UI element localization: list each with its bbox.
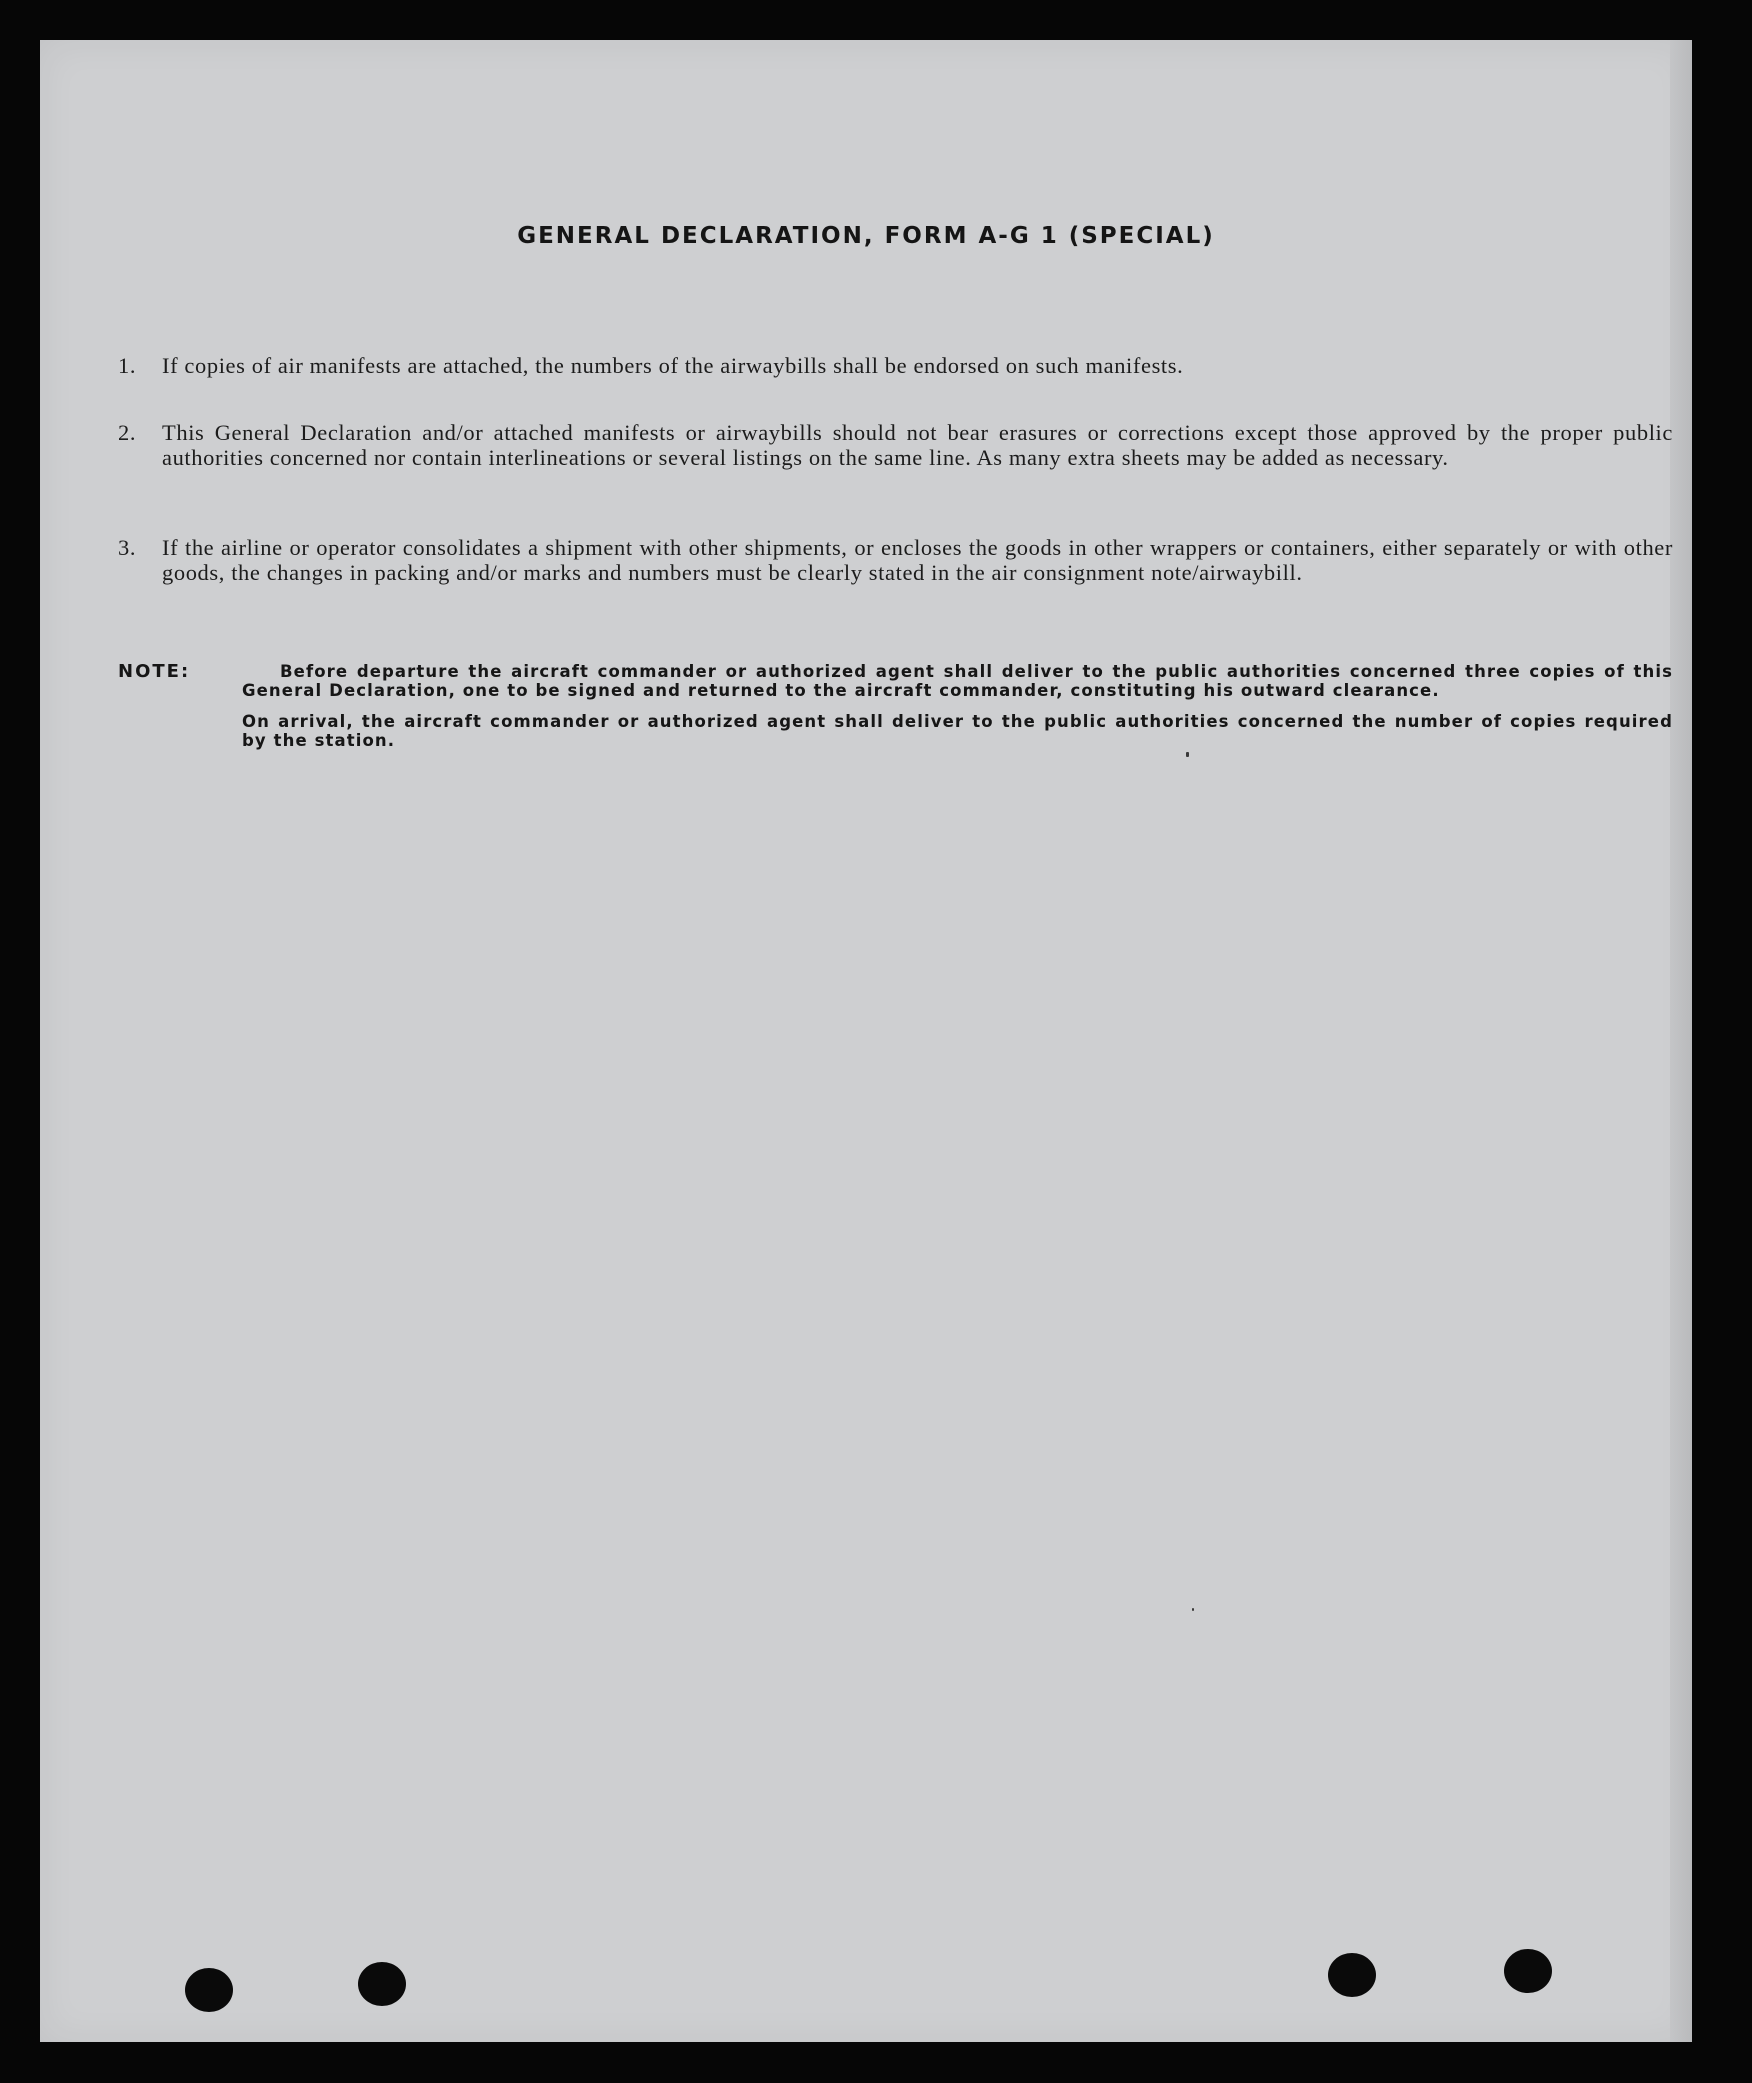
scan-speck — [1186, 752, 1189, 757]
instruction-text: If copies of air manifests are attached, the numbers of the airwaybills shall be endorsed on such manifests. — [162, 353, 1184, 378]
instruction-item — [118, 535, 1673, 585]
document-page — [40, 40, 1692, 2042]
note-label: NOTE: — [118, 661, 191, 682]
instruction-text: This General Declaration and/or attached manifests or airwaybills should not bear erasures or corrections except those approved by the proper public authorities concerned nor contain interlineations or several listings on the same line. As many extra sheets may be added as necessary. — [162, 420, 1673, 470]
instruction-item — [118, 353, 1673, 378]
page-edge — [1670, 40, 1692, 2042]
instruction-number: 2. — [118, 420, 137, 445]
punch-hole — [185, 1968, 233, 2012]
instruction-number: 1. — [118, 353, 137, 378]
document-title: GENERAL DECLARATION, FORM A-G 1 (SPECIAL) — [517, 223, 1215, 249]
instruction-text: If the airline or operator consolidates a shipment with other shipments, or encloses the goods in other wrappers or containers, either separately or with other goods, the changes in packing and/or marks and numbers must be clearly stated in the air consignment note/airwaybill. — [162, 535, 1673, 585]
note-section — [118, 662, 1673, 750]
note-paragraph: On arrival, the aircraft commander or authorized agent shall deliver to the public authorities concerned the number of copies required by the station. — [242, 712, 1673, 750]
instruction-number: 3. — [118, 535, 137, 560]
note-paragraph: Before departure the aircraft commander or authorized agent shall deliver to the public authorities concerned three copies of this General Declaration, one to be signed and returned to the aircraft commander, constituting his outward clearance. — [242, 662, 1673, 700]
punch-hole — [1328, 1953, 1376, 1997]
punch-hole — [1504, 1949, 1552, 1993]
scan-speck — [1192, 1608, 1194, 1611]
punch-hole — [358, 1962, 406, 2006]
instruction-item — [118, 420, 1673, 470]
